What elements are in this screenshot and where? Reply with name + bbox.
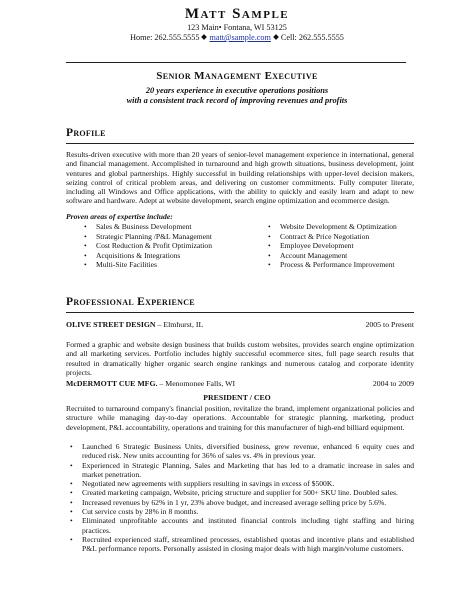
resume-title: Senior Management Executive	[156, 70, 318, 82]
skill-item: • Contract & Price Negotiation	[268, 232, 397, 242]
skill-item: • Sales & Business Development	[84, 222, 212, 232]
summary-line-1: 20 years experience in executive operations positions	[145, 86, 329, 95]
accomplishment-item: • Created marketing campaign, Website, pricing structure and supplier for 500+ SKU line. Doubled sales.	[66, 488, 414, 497]
experience-divider	[66, 312, 414, 313]
summary-block	[0, 86, 474, 106]
skill-item: • Website Development & Optimization	[268, 222, 397, 232]
candidate-name: Matt Sample	[184, 6, 290, 22]
accomplishment-item: • Recruited experienced staff, streamlined processes, established quotas and incentive plans and established P&L performance reports. Personally assisted in closing major deals with high margin/volume customers.	[66, 535, 414, 554]
summary-line-2: with a consistent track record of improving revenues and profits	[126, 96, 348, 105]
header-divider	[66, 62, 406, 63]
profile-heading: Profile	[66, 127, 106, 139]
job-1-dates: 2005 to Present	[365, 320, 414, 329]
contact-line	[0, 33, 474, 43]
job-2-role: PRESIDENT / CEO	[203, 393, 271, 402]
accomplishment-item: • Increased revenues by 62% in 1 yr, 23% above budget, and increased average selling price by 5.6%.	[66, 498, 414, 507]
skill-item: • Multi-Site Facilities	[84, 260, 212, 270]
job-2-description: Recruited to turnaround company's financial position, revitalize the brand, implement organizational policies and structure while managing day-to-day operations. Accountable for strategic planning, marketing, product development, P&L accountability, operations and training for this manufacturer of high-end billiard equipment.	[66, 404, 414, 432]
skill-item: • Acquisitions & Integrations	[84, 251, 212, 261]
resume-header	[0, 6, 474, 43]
skill-item: • Cost Reduction & Profit Optimization	[84, 241, 212, 251]
home-phone: Home: 262.555.5555	[130, 33, 200, 42]
accomplishment-item: • Eliminated unprofitable accounts and instituted financial controls including tight staffing and hiring practices.	[66, 516, 414, 535]
job-1-location: – Elmhurst, IL	[155, 320, 204, 329]
skills-list-right	[268, 222, 397, 270]
skill-item: • Strategic Planning /P&L Management	[84, 232, 212, 242]
profile-paragraph: Results-driven executive with more than 20 years of senior-level management experience in international, general and financial management. Accomplished in turnaround and high growth situations, business development, joint ventures and global partnerships. Highly successful in building relationships with upper-level decision makers, seizing control of critical problem areas, and delivering on customer commitments. Fully computer literate, including all Windows and Office applications, with the ability to quickly and easily learn and adapt to new software and hardware. Adept at website development, search engine optimization and ecommerce design.	[66, 150, 414, 206]
skill-item: • Process & Performance Improvement	[268, 260, 397, 270]
accomplishment-item: • Experienced in Strategic Planning, Sales and Marketing that has led to a dramatic increase in sales and market penetration.	[66, 461, 414, 480]
accomplishment-item: • Cut service costs by 28% in 8 months.	[66, 507, 414, 516]
job-2-company: McDERMOTT CUE MFG.	[66, 379, 158, 388]
cell-phone: Cell: 262.555.5555	[280, 33, 344, 42]
accomplishment-item: • Negotiated new agreements with suppliers resulting in savings in excess of $500K.	[66, 479, 414, 488]
job-2-location: – Menomonee Falls, WI	[157, 379, 236, 388]
expertise-label: Proven areas of expertise include:	[66, 212, 173, 221]
job-1-header	[66, 320, 414, 330]
job-2-dates: 2004 to 2009	[372, 379, 414, 388]
job-1-company: OLIVE STREET DESIGN	[66, 320, 156, 329]
diamond-separator-icon	[202, 34, 208, 40]
job-1-description: Formed a graphic and website design business that builds custom websites, provides search engine optimization and all marketing services. Portfolio includes highly successful ecommerce sites, full page search results that resulted in dramatically higher organic search engine rankings and numerous catalog and corporate identity projects.	[66, 340, 414, 377]
job-2-header	[66, 379, 414, 389]
skills-list-left	[84, 222, 212, 270]
accomplishment-item: • Launched 6 Strategic Business Units, diversified business, grew revenue, enhanced 6 equity cues and reduced risk. New units accounting for 36% of sales vs. 4% in previous year.	[66, 442, 414, 461]
skill-item: • Employee Development	[268, 241, 397, 251]
job-2-accomplishments	[66, 442, 414, 554]
address-line: 123 Main• Fontana, WI 53125	[187, 23, 287, 32]
diamond-separator-icon	[273, 34, 279, 40]
skill-item: • Account Management	[268, 251, 397, 261]
profile-divider	[66, 143, 414, 144]
experience-heading: Professional Experience	[66, 296, 195, 308]
email-link[interactable]: matt@sample.com	[209, 33, 271, 42]
